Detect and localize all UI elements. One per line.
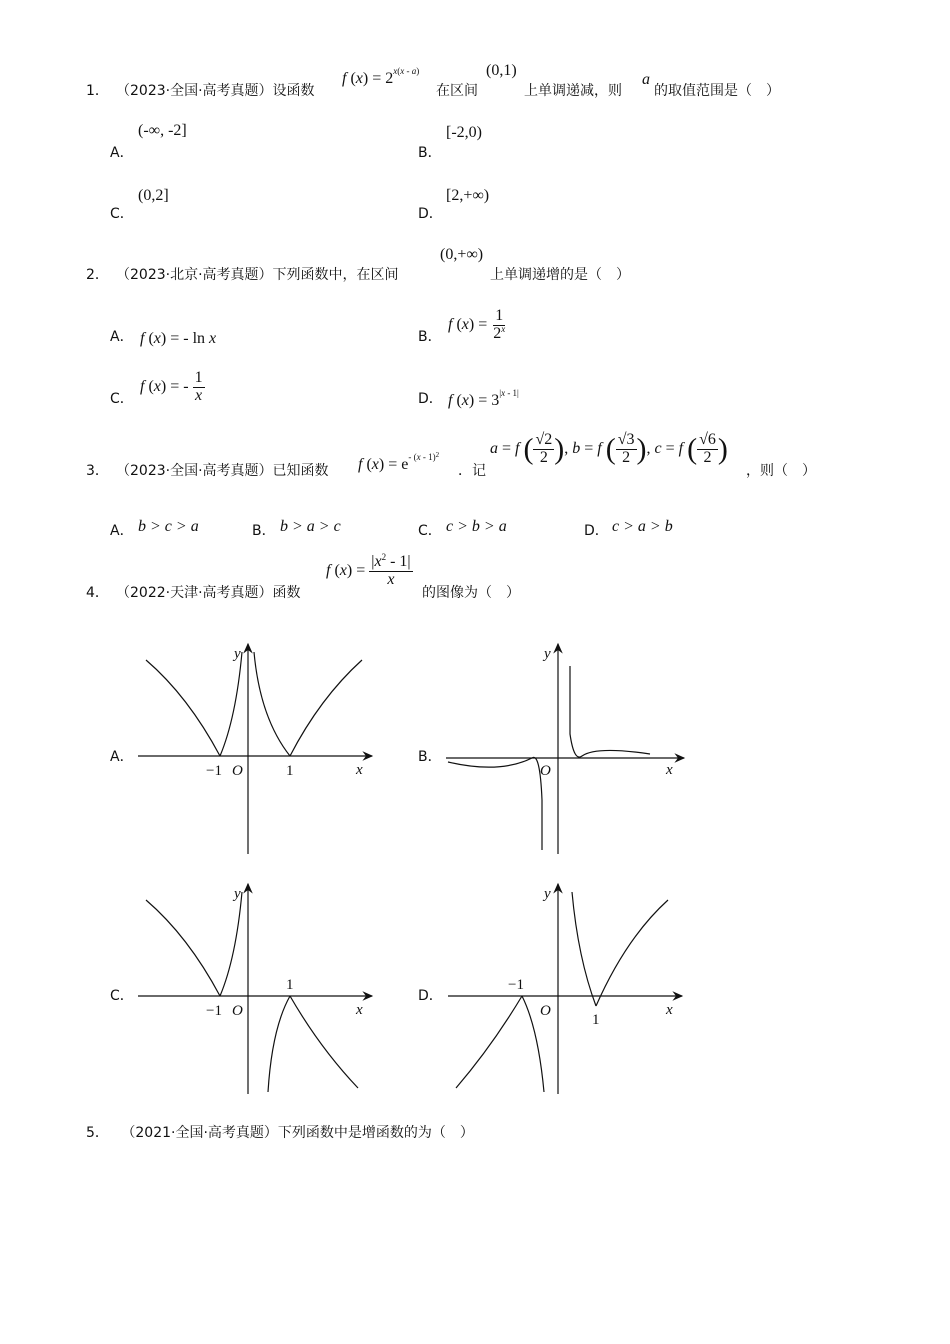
x-axis-label: x: [356, 1002, 363, 1018]
origin-label: O: [232, 1003, 243, 1019]
q2-option-c-label: C．: [110, 391, 134, 407]
q1-option-a[interactable]: [110, 122, 390, 162]
q1-option-d[interactable]: [418, 183, 698, 223]
curve-right-inner: [268, 996, 290, 1092]
curve-left-outer: [146, 900, 220, 996]
q3-option-a-label: A．: [110, 523, 134, 539]
y-axis-label: y: [234, 886, 241, 902]
q3-option-c-label: C．: [418, 523, 442, 539]
q1-text-in-interval: 在区间: [436, 83, 478, 99]
q1-number: 1．: [86, 83, 109, 99]
origin-label: O: [540, 763, 551, 779]
curve-right-outer: [596, 900, 668, 1006]
q1-source: （2023·全国·高考真题）设函数: [116, 83, 315, 99]
q2-tail: 上单调递增的是（ ）: [490, 267, 630, 283]
q1-option-c[interactable]: [110, 183, 390, 223]
q2-option-a[interactable]: [110, 318, 390, 358]
q2-option-d-label: D．: [418, 391, 443, 407]
tick-label-one: 1: [286, 977, 294, 993]
q2-option-b-formula: f (x) = $\frac{1}{2^x}$: [448, 307, 506, 342]
tick-label-one: 1: [286, 763, 294, 779]
q2-option-b-label: B．: [418, 329, 442, 345]
q4-tail: 的图像为（ ）: [422, 585, 520, 601]
q5-number: 5．: [86, 1125, 109, 1141]
curve-right-outer: [290, 996, 358, 1088]
curve-left-outer: [146, 660, 220, 756]
origin-label: O: [540, 1003, 551, 1019]
q3-option-a[interactable]: [110, 516, 240, 542]
curve-right-inner: [254, 652, 290, 756]
curve-left-outer: [456, 996, 522, 1088]
q4-graph-c[interactable]: [130, 878, 380, 1098]
q4-option-b-label[interactable]: B．: [418, 749, 442, 765]
curve-left-inner: [220, 652, 242, 756]
q3-option-b-label: B．: [252, 523, 276, 539]
q3-option-b[interactable]: [252, 516, 382, 542]
q4-option-d-label[interactable]: D．: [418, 988, 443, 1004]
q1-option-b-label: B．: [418, 145, 442, 161]
x-axis-label: x: [666, 762, 673, 778]
q3-text-ji: ．记: [458, 463, 486, 479]
q1-option-a-label: A．: [110, 145, 134, 161]
x-axis-label: x: [666, 1002, 673, 1018]
q1-option-c-label: C．: [110, 206, 134, 222]
q3-option-c-value: c > b > a: [446, 518, 507, 535]
q2-number: 2．: [86, 267, 109, 283]
q1-interval: (0,1): [486, 62, 517, 79]
q3-tail: ，则（ ）: [746, 463, 816, 479]
q3-definitions: a = f ( $\frac{√2}{2}$ ), b = f ( $\frac{√3}{2}$ ), c = f ( $\frac{√6}{2}$ ): [490, 431, 728, 466]
tick-label-one: 1: [592, 1012, 600, 1028]
q3-option-d-label: D．: [584, 523, 609, 539]
q2-option-d[interactable]: [418, 380, 698, 420]
q1-tail: 的取值范围是（ ）: [654, 83, 780, 99]
q1-text-decreasing: 上单调递减，则: [524, 83, 622, 99]
q4-source: （2022·天津·高考真题）函数: [116, 585, 301, 601]
q2-option-c[interactable]: [110, 368, 390, 418]
q4-option-c-label[interactable]: C．: [110, 988, 134, 1004]
y-axis-label: y: [544, 646, 551, 662]
q3-option-a-value: b > c > a: [138, 518, 199, 535]
y-axis-label: y: [234, 646, 241, 662]
q3-option-d-value: c > a > b: [612, 518, 673, 535]
q4-graph-a[interactable]: [130, 638, 380, 858]
curve-right-inner: [572, 892, 596, 1006]
curve-left-inner: [220, 892, 242, 996]
q3-number: 3．: [86, 463, 109, 479]
q5-stem: [86, 1122, 474, 1142]
q2-option-d-formula: f $(x) = 3^{|x - 1|}$: [448, 388, 519, 409]
q5-source: （2021·全国·高考真题）下列函数中是增函数的为（ ）: [121, 1125, 474, 1141]
q1-option-d-value: [2,+∞): [446, 187, 490, 204]
q4-function-formula: f (x) = $\frac{|x^2 - 1|}{x}$: [326, 552, 411, 588]
q4-graph-b[interactable]: [440, 638, 690, 858]
q2-option-a-formula: f (x) = - ln x: [140, 330, 217, 347]
q3-option-d[interactable]: [584, 516, 714, 542]
q4-graph-d[interactable]: [440, 878, 690, 1098]
tick-label-neg-one: −1: [206, 763, 222, 779]
q3-option-b-value: b > a > c: [280, 518, 341, 535]
q2-option-b[interactable]: [418, 306, 698, 356]
y-axis-label: y: [544, 886, 551, 902]
curve-left: [448, 757, 542, 850]
q2-source: （2023·北京·高考真题）下列函数中，在区间: [116, 267, 399, 283]
q1-option-a-value: (-∞, -2]: [138, 122, 187, 139]
q1-option-b-value: [-2,0): [446, 124, 482, 141]
q3-function-formula: f $(x) = e^{- (x - 1)^2}$: [358, 451, 440, 473]
origin-label: O: [232, 763, 243, 779]
tick-label-neg-one: −1: [206, 1003, 222, 1019]
q2-interval: (0,+∞): [440, 246, 484, 263]
q1-function-formula: f $(x) = 2^{x(x - a)}$: [342, 66, 420, 87]
curve-right: [570, 666, 650, 757]
q2-option-a-label: A．: [110, 329, 134, 345]
q1-option-d-label: D．: [418, 206, 443, 222]
curve-right-outer: [290, 660, 362, 756]
q3-source: （2023·全国·高考真题）已知函数: [116, 463, 329, 479]
q2-option-c-formula: f (x) = - $\frac{1}{x}$: [140, 369, 203, 404]
q4-option-a-label[interactable]: A．: [110, 749, 134, 765]
x-axis-label: x: [356, 762, 363, 778]
q1-var-a: a: [642, 71, 650, 88]
q4-number: 4．: [86, 585, 109, 601]
q1-option-c-value: (0,2]: [138, 187, 169, 204]
q3-option-c[interactable]: [418, 516, 548, 542]
tick-label-neg-one: −1: [508, 977, 524, 993]
q1-option-b[interactable]: [418, 122, 698, 162]
